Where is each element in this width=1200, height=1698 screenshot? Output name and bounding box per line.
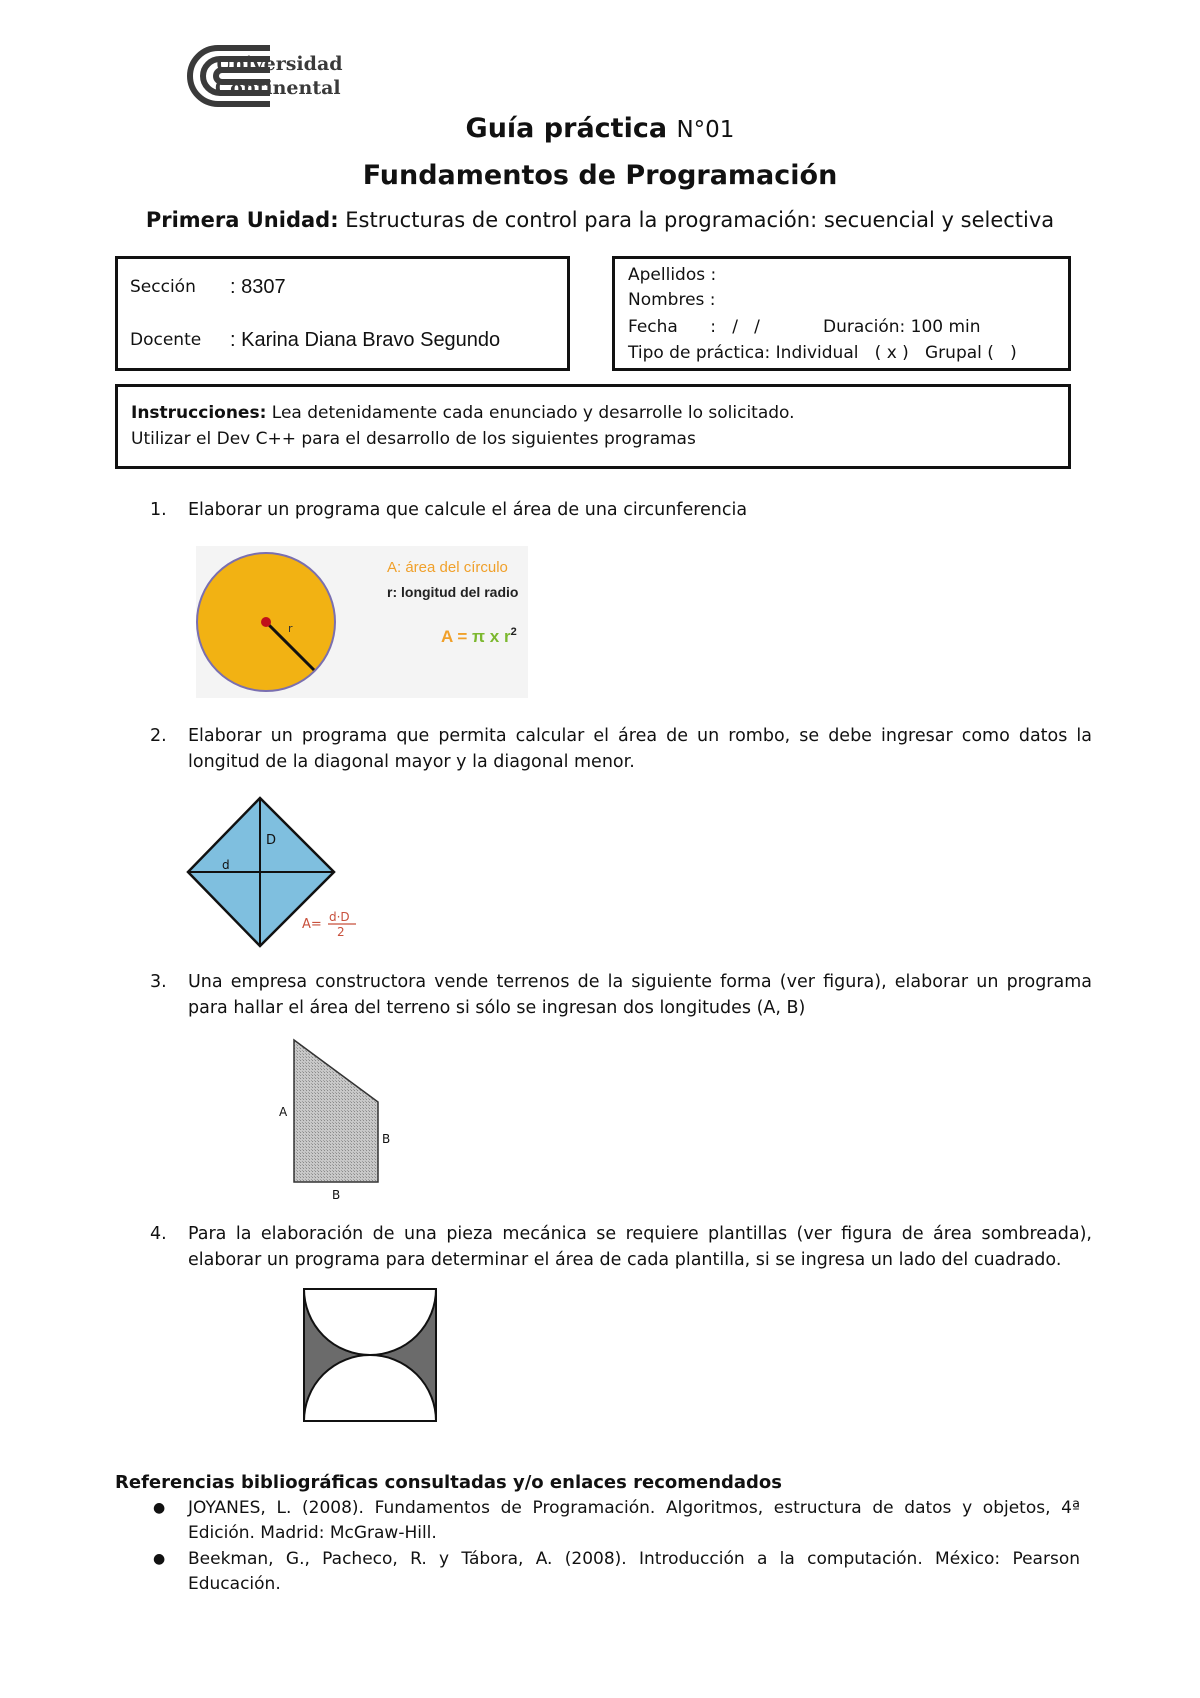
formula-pi: π x r <box>472 627 511 646</box>
instructions-box <box>115 384 1071 469</box>
seccion-value: : 8307 <box>230 276 286 298</box>
question-4-number: 4. <box>150 1224 167 1244</box>
question-1-text: Elaborar un programa que calcule el área de una circunferencia <box>188 500 748 520</box>
circle-label-a: A: área del círculo <box>387 559 508 576</box>
bullet-icon: ● <box>153 1551 166 1567</box>
logo-wordmark <box>215 52 343 100</box>
terrain-label-B-bottom: B <box>332 1188 341 1202</box>
tipo-practica-field: Tipo de práctica: Individual ( x ) Grupal ( ) <box>628 343 1017 363</box>
unit-line <box>0 208 1200 232</box>
title-main: Guía práctica <box>465 113 668 144</box>
rhombus-formula-denominator: 2 <box>337 925 345 939</box>
question-4-line-1: Para la elaboración de una pieza mecánica se requiere plantillas (ver figura de área sombreada), <box>188 1224 1092 1244</box>
question-2-line-2: longitud de la diagonal mayor y la diagonal menor. <box>188 752 635 772</box>
section-info-box <box>115 256 570 371</box>
circle-label-r: r: longitud del radio <box>387 584 519 600</box>
instructions-line-1 <box>131 403 795 423</box>
unit-label: Primera Unidad: <box>145 208 339 232</box>
instructions-label: Instrucciones: <box>131 403 267 423</box>
fecha-field: Fecha : / / <box>628 317 760 337</box>
question-2-line-1: Elaborar un programa que permita calcular el área de un rombo, se debe ingresar como datos la <box>188 726 1092 746</box>
template-figure <box>302 1287 438 1423</box>
unit-text: Estructuras de control para la programación: secuencial y selectiva <box>345 208 1055 232</box>
docente-label: Docente <box>130 330 202 350</box>
docente-value: : Karina Diana Bravo Segundo <box>230 329 501 351</box>
nombres-field: Nombres : <box>628 290 716 310</box>
question-3-line-1: Una empresa constructora vende terrenos de la siguiente forma (ver figura), elaborar un programa <box>188 972 1092 992</box>
radius-label: r <box>288 622 293 635</box>
diagonal-D-label: D <box>266 833 277 848</box>
question-3-line-2: para hallar el área del terreno si sólo se ingresan dos longitudes (A, B) <box>188 998 806 1018</box>
subject-title: Fundamentos de Programación <box>362 160 838 191</box>
page-title <box>0 113 1200 144</box>
terrain-shape <box>294 1040 378 1182</box>
bullet-icon: ● <box>153 1500 166 1516</box>
logo-line-1: Universidad <box>215 53 343 75</box>
reference-2-line-1: Beekman, G., Pacheco, R. y Tábora, A. (2008). Introducción a la computación. México: Pearson <box>188 1549 1080 1569</box>
terrain-figure <box>270 1036 400 1204</box>
circle-formula <box>441 626 517 646</box>
rhombus-formula-left: A= <box>302 917 322 932</box>
question-4-line-2: elaborar un programa para determinar el área de cada plantilla, si se ingresa un lado del cuadrado. <box>188 1250 1062 1270</box>
question-3-number: 3. <box>150 972 167 992</box>
reference-1-line-1: JOYANES, L. (2008). Fundamentos de Programación. Algoritmos, estructura de datos y objetos, 4ª <box>188 1498 1080 1518</box>
instructions-text-1: Lea detenidamente cada enunciado y desarrolle lo solicitado. <box>271 403 795 423</box>
student-info-box <box>612 256 1071 371</box>
apellidos-field: Apellidos : <box>628 265 717 285</box>
title-number: N°01 <box>676 117 735 143</box>
formula-exponent: 2 <box>510 626 517 638</box>
reference-1-line-2: Edición. Madrid: McGraw-Hill. <box>188 1523 437 1543</box>
seccion-label: Sección <box>130 277 196 297</box>
references-heading: Referencias bibliográficas consultadas y/o enlaces recomendados <box>115 1472 783 1493</box>
circle-figure <box>196 546 528 698</box>
rhombus-figure <box>186 794 366 954</box>
formula-a: A = <box>441 627 473 646</box>
reference-2-line-2: Educación. <box>188 1574 281 1594</box>
center-dot <box>261 617 271 627</box>
question-1-number: 1. <box>150 500 167 520</box>
terrain-label-B-side: B <box>382 1132 391 1146</box>
question-2-number: 2. <box>150 726 167 746</box>
diagonal-d-label: d <box>222 858 230 872</box>
terrain-label-A: A <box>279 1105 288 1119</box>
rhombus-formula-numerator: d·D <box>329 910 350 924</box>
duracion-field: Duración: 100 min <box>823 317 981 337</box>
circle-diagram <box>196 546 528 698</box>
instructions-line-2: Utilizar el Dev C++ para el desarrollo de los siguientes programas <box>131 429 696 449</box>
logo-line-2: Continental <box>215 77 341 99</box>
